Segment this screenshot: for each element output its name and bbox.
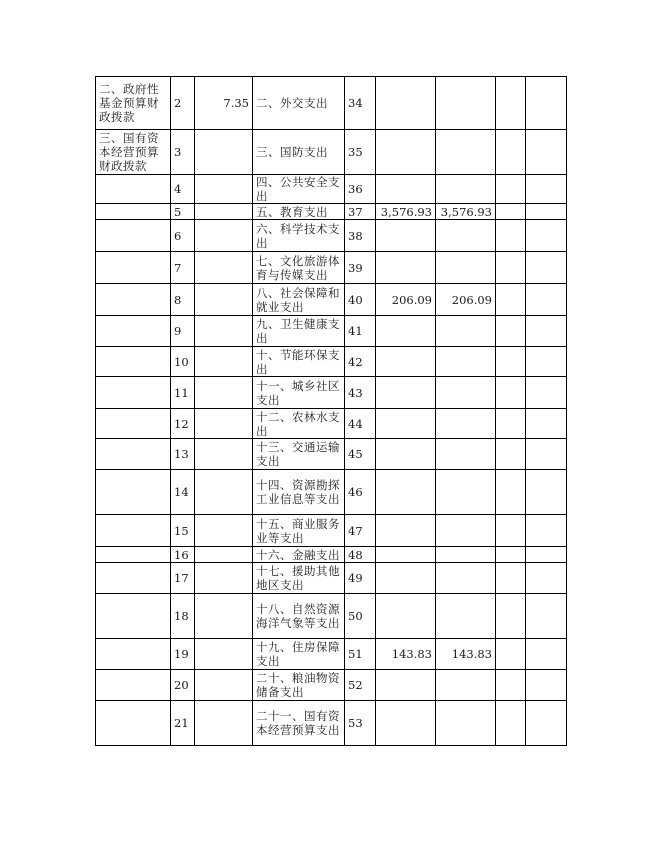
left-amount-cell [195,639,253,670]
table-row [96,77,567,130]
left-item-cell [96,204,171,220]
total-amount-cell [376,130,436,175]
budget-table [95,76,567,746]
right-line-number-cell: 34 [345,77,376,130]
left-amount-cell [195,470,253,515]
right-line-number-cell: 49 [345,563,376,594]
total-amount-cell [376,594,436,639]
left-line-number-cell: 4 [171,175,195,204]
left-amount-cell [195,284,253,316]
state-capital-amount-cell [526,284,567,316]
expenditure-item-cell: 十八、自然资源海洋气象等支出 [253,594,345,639]
right-line-number-cell: 43 [345,377,376,409]
right-line-number-cell: 46 [345,470,376,515]
fund-budget-amount-cell [496,347,526,377]
expenditure-item-cell: 五、教育支出 [253,204,345,220]
table-row [96,515,567,547]
expenditure-item-cell: 十四、资源勘探工业信息等支出 [253,470,345,515]
left-amount-cell [195,347,253,377]
table-row [96,130,567,175]
total-amount-cell: 3,576.93 [376,204,436,220]
general-budget-amount-cell [436,515,496,547]
expenditure-item-cell: 十九、住房保障支出 [253,639,345,670]
left-line-number-cell: 7 [171,252,195,284]
fund-budget-amount-cell [496,639,526,670]
state-capital-amount-cell [526,130,567,175]
fund-budget-amount-cell [496,316,526,347]
left-item-cell [96,175,171,204]
expenditure-item-cell: 十三、交通运输支出 [253,439,345,470]
expenditure-item-cell: 二十、粮油物资储备支出 [253,670,345,701]
state-capital-amount-cell [526,515,567,547]
state-capital-amount-cell [526,347,567,377]
fund-budget-amount-cell [496,409,526,439]
table-row [96,670,567,701]
right-line-number-cell: 35 [345,130,376,175]
fund-budget-amount-cell [496,439,526,470]
table-row [96,377,567,409]
state-capital-amount-cell [526,439,567,470]
right-line-number-cell: 38 [345,220,376,252]
left-item-cell [96,284,171,316]
left-line-number-cell: 17 [171,563,195,594]
general-budget-amount-cell [436,252,496,284]
total-amount-cell [376,701,436,746]
state-capital-amount-cell [526,670,567,701]
expenditure-item-cell: 六、科学技术支出 [253,220,345,252]
table-row [96,175,567,204]
state-capital-amount-cell [526,77,567,130]
left-line-number-cell: 10 [171,347,195,377]
fund-budget-amount-cell [496,77,526,130]
general-budget-amount-cell [436,594,496,639]
table-row [96,594,567,639]
left-amount-cell [195,130,253,175]
state-capital-amount-cell [526,563,567,594]
right-line-number-cell: 50 [345,594,376,639]
total-amount-cell [376,439,436,470]
expenditure-item-cell: 二、外交支出 [253,77,345,130]
right-line-number-cell: 42 [345,347,376,377]
left-item-cell [96,547,171,563]
total-amount-cell [376,409,436,439]
table-row [96,284,567,316]
left-line-number-cell: 20 [171,670,195,701]
left-item-cell [96,220,171,252]
general-budget-amount-cell [436,547,496,563]
left-item-cell [96,594,171,639]
right-line-number-cell: 37 [345,204,376,220]
expenditure-item-cell: 十二、农林水支出 [253,409,345,439]
left-line-number-cell: 2 [171,77,195,130]
fund-budget-amount-cell [496,563,526,594]
left-line-number-cell: 5 [171,204,195,220]
expenditure-item-cell: 十五、商业服务业等支出 [253,515,345,547]
right-line-number-cell: 52 [345,670,376,701]
left-line-number-cell: 12 [171,409,195,439]
table-row [96,204,567,220]
left-line-number-cell: 3 [171,130,195,175]
total-amount-cell: 206.09 [376,284,436,316]
total-amount-cell [376,77,436,130]
table-row [96,439,567,470]
fund-budget-amount-cell [496,130,526,175]
left-amount-cell [195,594,253,639]
right-line-number-cell: 40 [345,284,376,316]
right-line-number-cell: 36 [345,175,376,204]
table-row [96,470,567,515]
general-budget-amount-cell [436,347,496,377]
general-budget-amount-cell [436,563,496,594]
left-line-number-cell: 11 [171,377,195,409]
general-budget-amount-cell [436,409,496,439]
left-line-number-cell: 13 [171,439,195,470]
right-line-number-cell: 44 [345,409,376,439]
total-amount-cell: 143.83 [376,639,436,670]
fund-budget-amount-cell [496,594,526,639]
table-row [96,701,567,746]
fund-budget-amount-cell [496,175,526,204]
state-capital-amount-cell [526,470,567,515]
expenditure-item-cell: 十七、援助其他地区支出 [253,563,345,594]
left-item-cell: 二、政府性基金预算财政拨款 [96,77,171,130]
right-line-number-cell: 47 [345,515,376,547]
state-capital-amount-cell [526,316,567,347]
expenditure-item-cell: 十一、城乡社区支出 [253,377,345,409]
expenditure-item-cell: 七、文化旅游体育与传媒支出 [253,252,345,284]
general-budget-amount-cell [436,701,496,746]
total-amount-cell [376,220,436,252]
table-row [96,563,567,594]
left-amount-cell [195,547,253,563]
state-capital-amount-cell [526,252,567,284]
table-row [96,220,567,252]
general-budget-amount-cell [436,130,496,175]
left-line-number-cell: 8 [171,284,195,316]
right-line-number-cell: 39 [345,252,376,284]
left-item-cell [96,563,171,594]
right-line-number-cell: 41 [345,316,376,347]
expenditure-item-cell: 四、公共安全支出 [253,175,345,204]
fund-budget-amount-cell [496,204,526,220]
general-budget-amount-cell: 206.09 [436,284,496,316]
left-amount-cell [195,409,253,439]
left-amount-cell [195,670,253,701]
left-item-cell: 三、国有资本经营预算财政拨款 [96,130,171,175]
state-capital-amount-cell [526,377,567,409]
state-capital-amount-cell [526,175,567,204]
left-amount-cell [195,252,253,284]
left-item-cell [96,409,171,439]
general-budget-amount-cell [436,470,496,515]
state-capital-amount-cell [526,701,567,746]
left-item-cell [96,316,171,347]
state-capital-amount-cell [526,409,567,439]
left-amount-cell [195,316,253,347]
left-line-number-cell: 16 [171,547,195,563]
expenditure-item-cell: 十、节能环保支出 [253,347,345,377]
left-item-cell [96,347,171,377]
general-budget-amount-cell [436,77,496,130]
fund-budget-amount-cell [496,220,526,252]
table-row [96,547,567,563]
left-item-cell [96,670,171,701]
total-amount-cell [376,316,436,347]
left-amount-cell [195,563,253,594]
fund-budget-amount-cell [496,547,526,563]
total-amount-cell [376,670,436,701]
left-amount-cell [195,515,253,547]
fund-budget-amount-cell [496,377,526,409]
left-amount-cell: 7.35 [195,77,253,130]
state-capital-amount-cell [526,594,567,639]
general-budget-amount-cell: 143.83 [436,639,496,670]
fund-budget-amount-cell [496,701,526,746]
total-amount-cell [376,547,436,563]
total-amount-cell [376,563,436,594]
left-line-number-cell: 15 [171,515,195,547]
expenditure-item-cell: 三、国防支出 [253,130,345,175]
fund-budget-amount-cell [496,670,526,701]
left-item-cell [96,377,171,409]
budget-table-body [96,77,567,746]
state-capital-amount-cell [526,547,567,563]
left-item-cell [96,701,171,746]
general-budget-amount-cell [436,316,496,347]
state-capital-amount-cell [526,639,567,670]
fund-budget-amount-cell [496,284,526,316]
table-row [96,639,567,670]
right-line-number-cell: 48 [345,547,376,563]
fund-budget-amount-cell [496,470,526,515]
total-amount-cell [376,252,436,284]
fund-budget-amount-cell [496,515,526,547]
general-budget-amount-cell [436,220,496,252]
left-item-cell [96,515,171,547]
left-amount-cell [195,439,253,470]
left-amount-cell [195,701,253,746]
left-line-number-cell: 18 [171,594,195,639]
table-row [96,409,567,439]
state-capital-amount-cell [526,204,567,220]
left-amount-cell [195,175,253,204]
table-row [96,252,567,284]
right-line-number-cell: 53 [345,701,376,746]
right-line-number-cell: 45 [345,439,376,470]
general-budget-amount-cell [436,439,496,470]
table-row [96,347,567,377]
general-budget-amount-cell: 3,576.93 [436,204,496,220]
expenditure-item-cell: 二十一、国有资本经营预算支出 [253,701,345,746]
total-amount-cell [376,515,436,547]
left-line-number-cell: 19 [171,639,195,670]
fund-budget-amount-cell [496,252,526,284]
left-amount-cell [195,204,253,220]
total-amount-cell [376,175,436,204]
state-capital-amount-cell [526,220,567,252]
total-amount-cell [376,470,436,515]
total-amount-cell [376,347,436,377]
left-line-number-cell: 14 [171,470,195,515]
left-amount-cell [195,220,253,252]
expenditure-item-cell: 八、社会保障和就业支出 [253,284,345,316]
table-row [96,316,567,347]
total-amount-cell [376,377,436,409]
left-line-number-cell: 6 [171,220,195,252]
left-amount-cell [195,377,253,409]
left-item-cell [96,639,171,670]
expenditure-item-cell: 十六、金融支出 [253,547,345,563]
left-line-number-cell: 9 [171,316,195,347]
expenditure-item-cell: 九、卫生健康支出 [253,316,345,347]
general-budget-amount-cell [436,670,496,701]
left-line-number-cell: 21 [171,701,195,746]
general-budget-amount-cell [436,175,496,204]
left-item-cell [96,252,171,284]
left-item-cell [96,439,171,470]
right-line-number-cell: 51 [345,639,376,670]
left-item-cell [96,470,171,515]
general-budget-amount-cell [436,377,496,409]
